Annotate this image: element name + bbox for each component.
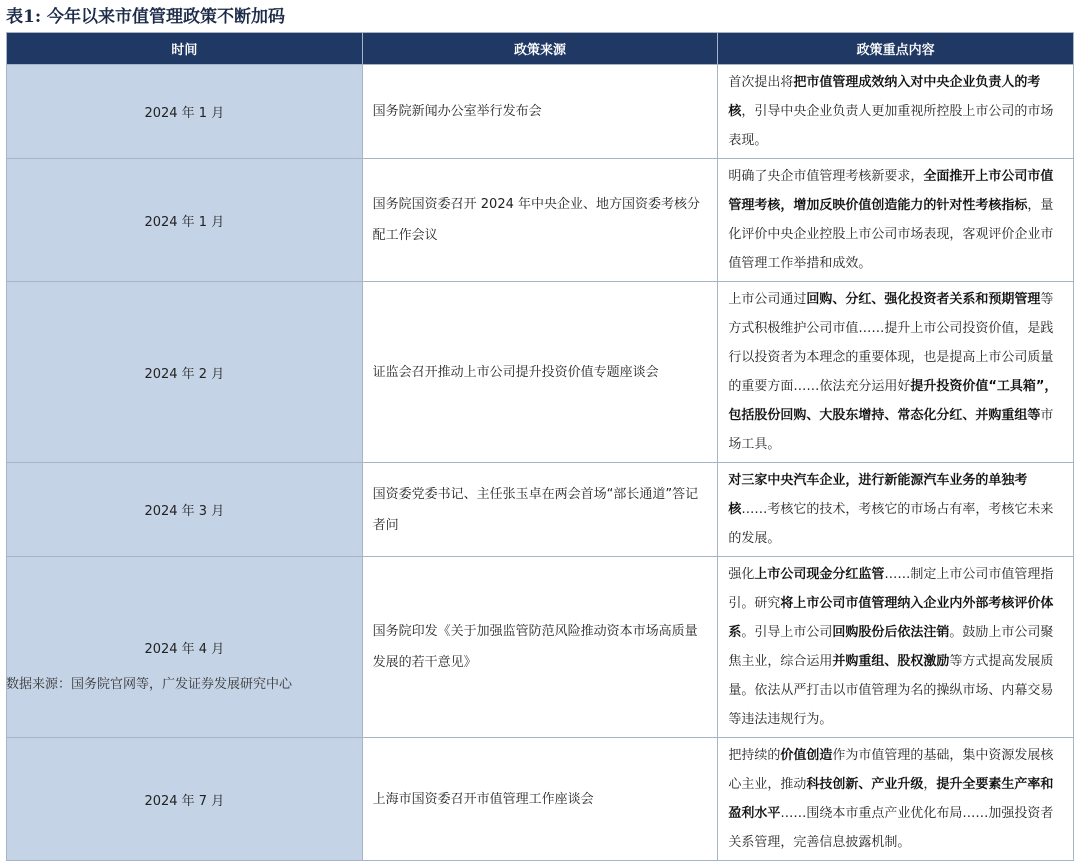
table-row (7, 738, 1074, 861)
cell-content (718, 65, 1074, 159)
content-text: 市场工具。 (728, 408, 1054, 452)
policy-table (6, 32, 1074, 861)
content-text: 等方式提高发展质量。依法从严打击以市值管理为名的操纵市场、内幕交易等违法违规行为。 (728, 654, 1054, 727)
content-text: ， (923, 777, 937, 792)
emphasis-text: 价值创造 (780, 748, 833, 763)
data-source-note: 数据来源：国务院官网等，广发证券发展研究中心 (6, 677, 293, 692)
header-source: 政策来源 (362, 33, 718, 65)
header-time: 时间 (7, 33, 363, 65)
content-text: ……考核它的技术，考核它的市场占有率，考核它未来的发展。 (728, 502, 1054, 546)
content-text: 作为市值管理的基础，集中资源发展核心主业，推动 (728, 748, 1054, 792)
cell-time: 2024 年 4 月 (7, 557, 363, 738)
emphasis-text: 把市值管理成效纳入对中央企业负责人的考核 (728, 75, 1041, 119)
cell-time: 2024 年 2 月 (7, 282, 363, 463)
cell-source: 上海市国资委召开市值管理工作座谈会 (362, 738, 718, 861)
content-text: 首次提出将 (728, 75, 794, 90)
cell-source: 国务院新闻办公室举行发布会 (362, 65, 718, 159)
content-text: 。鼓励上市公司聚焦主业，综合运用 (728, 625, 1054, 669)
cell-time: 2024 年 3 月 (7, 463, 363, 557)
cell-content (718, 159, 1074, 282)
cell-content (718, 463, 1074, 557)
cell-source: 国务院国资委召开 2024 年中央企业、地方国资委考核分配工作会议 (362, 159, 718, 282)
content-text: 等方式积极维护公司市值……提升上市公司投资价值，是践行以投资者为本理念的重要体现，也是提高上市公司质量的重要方面……依法充分运用好 (728, 292, 1054, 394)
emphasis-text: 全面推开上市公司市值管理考核，增加反映价值创造能力的针对性考核指标 (728, 169, 1054, 213)
emphasis-text: 回购、分红、强化投资者关系和预期管理 (806, 292, 1041, 307)
emphasis-text: 提升投资价值“工具箱”，包括股份回购、大股东增持、常态化分红、并购重组等 (728, 379, 1058, 423)
emphasis-text: 并购重组、股权激励 (832, 654, 950, 669)
cell-source: 国资委党委书记、主任张玉卓在两会首场“部长通道”答记者问 (362, 463, 718, 557)
content-text: 把持续的 (728, 748, 781, 763)
content-text: 强化 (728, 567, 755, 582)
content-text: ，量化评价中央企业控股上市公司市场表现，客观评价企业市值管理工作举措和成效。 (728, 198, 1054, 271)
content-text: 明确了央企市值管理考核新要求， (728, 169, 924, 184)
emphasis-text: 回购股份后依法注销 (832, 625, 950, 640)
emphasis-text: 上市公司现金分红监管 (754, 567, 885, 582)
content-text: ……制定上市公司市值管理指引。研究 (728, 567, 1054, 611)
content-text: 上市公司通过 (728, 292, 807, 307)
cell-source: 证监会召开推动上市公司提升投资价值专题座谈会 (362, 282, 718, 463)
emphasis-text: 科技创新、产业升级 (806, 777, 924, 792)
table-title: 表1: 今年以来市值管理政策不断加码 (6, 7, 286, 27)
cell-time: 2024 年 1 月 (7, 159, 363, 282)
table-header-row (7, 33, 1074, 65)
cell-source: 国务院印发《关于加强监管防范风险推动资本市场高质量发展的若干意见》 (362, 557, 718, 738)
cell-content (718, 738, 1074, 861)
cell-content (718, 282, 1074, 463)
table-row (7, 282, 1074, 463)
table-row (7, 65, 1074, 159)
content-text: ……围绕本市重点产业优化布局……加强投资者关系管理，完善信息披露机制。 (728, 806, 1054, 850)
emphasis-text: 对三家中央汽车企业，进行新能源汽车业务的单独考核 (728, 473, 1028, 517)
emphasis-text: 将上市公司市值管理纳入企业内外部考核评价体系 (728, 596, 1054, 640)
cell-content (718, 557, 1074, 738)
table-row (7, 463, 1074, 557)
cell-time: 2024 年 7 月 (7, 738, 363, 861)
table-row (7, 159, 1074, 282)
cell-time: 2024 年 1 月 (7, 65, 363, 159)
content-text: 。引导上市公司 (741, 625, 833, 640)
emphasis-text: 提升全要素生产率和盈利水平 (728, 777, 1054, 821)
header-content: 政策重点内容 (718, 33, 1074, 65)
content-text: ，引导中央企业负责人更加重视所控股上市公司的市场表现。 (728, 104, 1054, 148)
table-row (7, 557, 1074, 738)
